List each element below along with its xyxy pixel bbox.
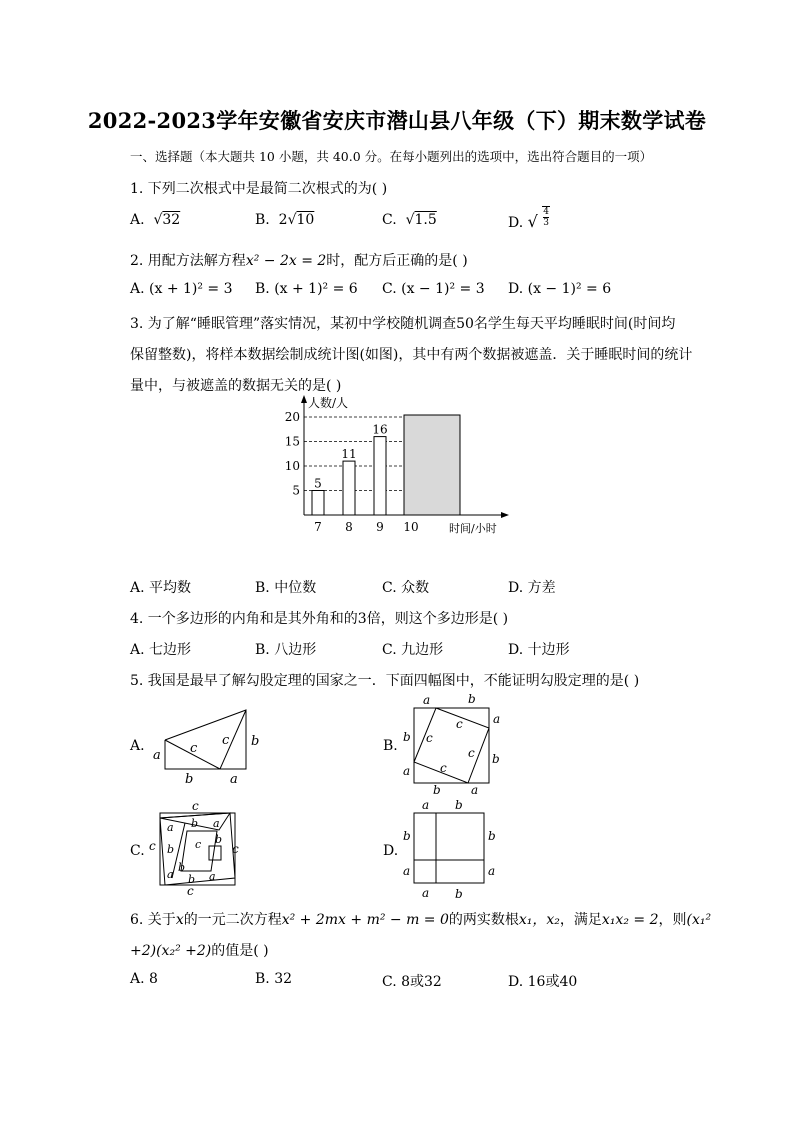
- question-3-line-3: 量中，与被遮盖的数据无关的是( ): [130, 378, 342, 394]
- question-1-stem: 1. 下列二次根式中是最简二次根式的为( ): [130, 181, 388, 197]
- q1-option-c-value: 1.5: [414, 212, 437, 228]
- covered-region: [404, 415, 460, 515]
- q5-option-d-label[interactable]: D.: [383, 843, 399, 859]
- fig-b-inner-c4: c: [440, 761, 447, 775]
- fig-a-label-b2: b: [251, 734, 260, 749]
- q1-option-c[interactable]: C. √1.5: [382, 212, 437, 228]
- q6-pre: 6. 关于: [130, 912, 176, 928]
- bar-data-label: 16: [372, 422, 388, 437]
- q6-option-c[interactable]: C. 8或32: [382, 974, 442, 990]
- question-3-line-2: 保留整数)，将样本数据绘制成统计图(如图)，其中有两个数据被遮盖．关于睡眠时间的统计: [130, 347, 693, 363]
- fig-b-bottom-a: a: [471, 783, 479, 797]
- q2-option-c[interactable]: C. (x − 1)² = 3: [382, 281, 485, 297]
- q3-option-a[interactable]: A. 平均数: [130, 580, 192, 596]
- q2-option-d[interactable]: D. (x − 1)² = 6: [508, 281, 612, 297]
- fig-b-top-a: a: [423, 693, 431, 707]
- fig-d-top-b: b: [455, 798, 463, 812]
- q1-option-d-denominator: 3: [543, 218, 550, 228]
- fig-b-left-b: b: [403, 730, 411, 744]
- q1-option-b-value: 10: [296, 212, 315, 228]
- q1-option-b[interactable]: B. 2√10: [255, 212, 315, 228]
- fig-c-inner-b2: b: [167, 843, 175, 856]
- bar-data-label: 5: [314, 476, 322, 491]
- fig-d-left-a: a: [403, 864, 411, 878]
- fig-a-label-c1: c: [190, 741, 198, 756]
- q6-option-b[interactable]: B. 32: [255, 971, 293, 987]
- fig-c-bottom-c: c: [187, 884, 194, 898]
- fig-c-inner-b3: b: [215, 833, 223, 846]
- fig-c-top-c: c: [192, 799, 199, 813]
- fig-b-inner-c2: c: [426, 731, 433, 745]
- fig-a-label-a1: a: [153, 748, 161, 763]
- fig-d-bottom-b: b: [455, 887, 463, 901]
- x-tick-label: 8: [345, 520, 353, 534]
- q2-stem-pre: 2. 用配方法解方程: [130, 253, 246, 269]
- q6-mid: 的一元二次方程: [183, 912, 282, 928]
- section-heading: 一、选择题（本大题共 10 小题，共 40.0 分。在每小题列出的选项中，选出符合题目的一项）: [130, 149, 653, 164]
- q6-equation: x² + 2mx + m² − m = 0: [281, 912, 449, 928]
- fig-b-inner-c3: c: [468, 746, 475, 760]
- q6-option-d[interactable]: D. 16或40: [508, 974, 578, 990]
- q6-option-a[interactable]: A. 8: [130, 971, 158, 987]
- page-title: 2022-2023学年安徽省安庆市潜山县八年级（下）期末数学试卷: [87, 108, 707, 133]
- q5-figure-a: [145, 702, 270, 787]
- question-6-line-1: [130, 909, 711, 929]
- fig-c-inner-b1: b: [191, 817, 199, 830]
- q1-option-c-label: C.: [382, 212, 397, 228]
- bar: [374, 437, 386, 515]
- x-tick-label: 7: [314, 520, 322, 534]
- fig-c-left-c: c: [149, 839, 156, 853]
- q6-expression-part-1: (x₁²: [686, 912, 712, 928]
- y-tick-label: 5: [292, 483, 300, 498]
- q4-option-d[interactable]: D. 十边形: [508, 642, 570, 658]
- question-4-stem: 4. 一个多边形的内角和是其外角和的3倍，则这个多边形是( ): [130, 611, 509, 627]
- q6-condition: x₁x₂ = 2: [601, 912, 659, 928]
- fig-a-label-c2: c: [222, 733, 230, 748]
- y-tick-label: 20: [284, 410, 300, 424]
- q6-variable: x: [175, 912, 184, 928]
- fig-b-inner-c1: c: [456, 717, 463, 731]
- q5-figure-c: [145, 798, 245, 898]
- fig-c-inner-b4: b: [178, 861, 186, 874]
- q2-stem-equation: x² − 2x = 2: [245, 253, 327, 269]
- q1-option-d[interactable]: D. √ $\frac{4}{3}$: [508, 207, 550, 231]
- question-3-line-1: 3. 为了解“睡眠管理”落实情况，某初中学校随机调查50名学生每天平均睡眠时间(时间均: [130, 316, 676, 332]
- q2-option-b[interactable]: B. (x + 1)² = 6: [255, 281, 358, 297]
- fig-c-inner-a1: a: [167, 821, 174, 834]
- q2-stem-post: 时，配方后正确的是( ): [326, 253, 468, 269]
- bar: [343, 461, 355, 515]
- q3-option-b[interactable]: B. 中位数: [255, 580, 317, 596]
- fig-a-label-b1: b: [185, 772, 194, 787]
- fig-b-right-a: a: [493, 712, 501, 726]
- question-2-stem: [130, 250, 468, 270]
- q5-figure-b: [398, 690, 508, 800]
- fig-a-label-a2: a: [230, 772, 238, 787]
- y-tick-label: 10: [284, 459, 300, 473]
- x-tick-label: 9: [376, 520, 384, 534]
- question-5-stem: 5. 我国是最早了解勾股定理的国家之一．下面四幅图中，不能证明勾股定理的是( ): [130, 673, 640, 689]
- question-6-line-2: [130, 940, 269, 960]
- x-tick-label: 10: [403, 520, 419, 534]
- q6-roots: x₁，x₂: [518, 912, 560, 928]
- fig-d-left-b: b: [403, 829, 411, 843]
- sleep-time-bar-chart: [280, 395, 520, 545]
- fig-c-inner-a4: a: [209, 870, 216, 883]
- bar: [312, 491, 324, 516]
- q1-option-b-label: B.: [255, 212, 270, 228]
- fig-c-right-c: c: [232, 842, 239, 856]
- q4-option-c[interactable]: C. 九边形: [382, 642, 444, 658]
- q6-roots-text: 的两实数根: [448, 912, 519, 928]
- q6-cond-post: ，则: [658, 912, 687, 928]
- fig-d-top-a: a: [422, 798, 430, 812]
- q2-option-a[interactable]: A. (x + 1)² = 3: [130, 281, 233, 297]
- q6-expression-part-2: +2)(x₂² +2): [130, 943, 212, 959]
- q6-stem-end: 的值是( ): [211, 943, 269, 959]
- fig-b-bottom-b: b: [433, 783, 441, 797]
- fig-c-inner-b5: b: [188, 873, 196, 886]
- q6-cond-pre: ，满足: [559, 912, 602, 928]
- q1-option-d-label: D.: [508, 215, 524, 231]
- q3-option-c[interactable]: C. 众数: [382, 580, 430, 596]
- fig-c-inner-c: c: [195, 838, 202, 851]
- q5-figure-d: [398, 798, 503, 903]
- q1-option-d-numerator: 4: [543, 207, 550, 217]
- fig-b-right-b: b: [492, 752, 500, 766]
- bar-data-label: 11: [341, 447, 357, 462]
- q4-option-a[interactable]: A. 七边形: [130, 642, 192, 658]
- fig-d-right-a: a: [488, 864, 496, 878]
- x-axis-label: 时间/小时: [449, 522, 497, 535]
- q5-option-b-label[interactable]: B.: [383, 738, 398, 754]
- y-tick-label: 15: [284, 434, 300, 449]
- q1-option-a-label: A.: [130, 212, 145, 228]
- fig-b-left-a: a: [403, 764, 411, 778]
- y-axis-arrow: [301, 395, 307, 403]
- q1-option-a-value: 32: [162, 212, 181, 228]
- q5-option-c-label[interactable]: C.: [130, 843, 145, 859]
- fig-d-right-b: b: [488, 829, 496, 843]
- fig-c-inner-a3: a: [167, 868, 174, 881]
- q1-option-a[interactable]: A. √32: [130, 212, 181, 228]
- fig-b-top-b: b: [468, 692, 476, 706]
- q1-option-b-coef: 2: [278, 212, 288, 228]
- q4-option-b[interactable]: B. 八边形: [255, 642, 317, 658]
- fig-d-bottom-a: a: [422, 886, 430, 900]
- y-axis-label: 人数/人: [308, 396, 349, 410]
- q5-option-a-label[interactable]: A.: [130, 738, 145, 754]
- q3-option-d[interactable]: D. 方差: [508, 580, 556, 596]
- x-axis-arrow: [501, 512, 509, 518]
- fig-c-inner-a2: a: [213, 817, 220, 830]
